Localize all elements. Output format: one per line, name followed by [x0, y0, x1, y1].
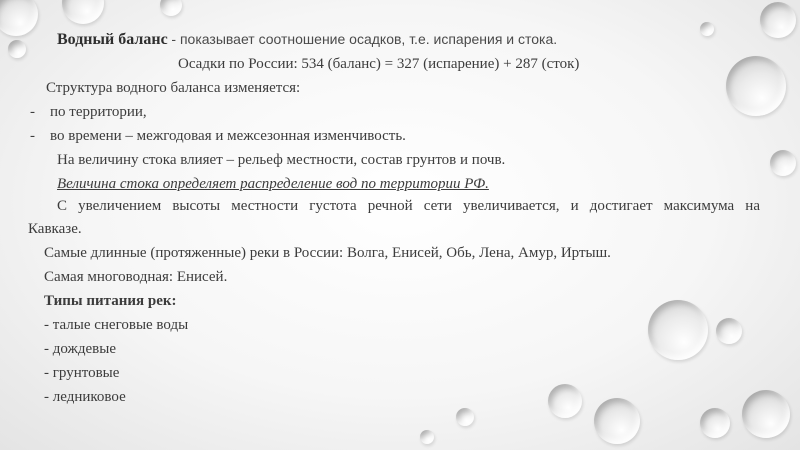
structure-item	[30, 103, 147, 121]
feeding-item: - ледниковое	[44, 389, 126, 405]
feeding-item: - талые снеговые воды	[44, 317, 189, 333]
formula-line: Осадки по России: 534 (баланс) = 327 (испарение) + 287 (сток)	[178, 56, 580, 72]
title-line	[57, 30, 557, 49]
dash-marker: -	[30, 104, 35, 120]
river-density-line: С увеличением высоты местности густота речной сети увеличивается, и достигает максимума на	[57, 198, 760, 214]
feeding-item: - дождевые	[44, 341, 116, 357]
title-definition: - показывает соотношение осадков, т.е. испарения и стока.	[171, 31, 558, 47]
feeding-item: - грунтовые	[44, 365, 120, 381]
structure-item	[30, 127, 406, 145]
river-density-line-end: Кавказе.	[28, 221, 82, 237]
structure-item-text: по территории,	[50, 104, 147, 120]
feeding-heading: Типы питания рек:	[44, 293, 177, 309]
runoff-relief-line: На величину стока влияет – рельеф местности, состав грунтов и почв.	[57, 152, 506, 168]
most-abundant-line: Самая многоводная: Енисей.	[44, 269, 228, 285]
dash-marker: -	[30, 128, 35, 144]
structure-heading: Структура водного баланса изменяется:	[46, 80, 301, 96]
structure-item-text: во времени – межгодовая и межсезонная изменчивость.	[50, 128, 406, 144]
longest-rivers-line: Самые длинные (протяженные) реки в России: Волга, Енисей, Обь, Лена, Амур, Иртыш.	[44, 245, 611, 261]
runoff-distribution-line: Величина стока определяет распределение вод по территории РФ.	[57, 176, 489, 192]
title-term: Водный баланс	[57, 31, 168, 48]
